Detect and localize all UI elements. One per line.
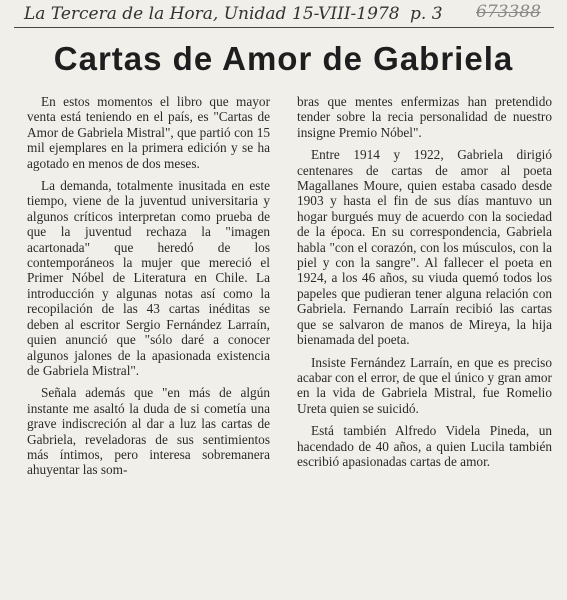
paragraph: La demanda, totalmente inusitada en este tiempo, viene de la juventud universitaria y algunos críticos interpretan como prueba de que la juventud rechaza la "imagen acartonada" que heredó de los contemporáneos la mujer que mereció el Primer Nóbel de Literatura en Chile. La introducción y algunas notas así como la recopilación de las 43 cartas inéditas se deben al escritor Sergio Fernández Larraín, quien anunció que "sólo daré a conocer algunos jalones de la apasionada existencia de Gabriela Mistral". [27,178,270,378]
article-column-right [297,94,552,469]
paragraph: Está también Alfredo Videla Pineda, un hacendado de 40 años, a quien Lucila también escribió apasionadas cartas de amor. [297,423,552,469]
annotation-source: La Tercera de la Hora, Unidad [24,4,287,24]
paragraph: Entre 1914 y 1922, Gabriela dirigió centenares de cartas de amor al poeta Magallanes Moure, quien estaba casado desde 1903 y hasta el fin de sus días mantuvo un hogar burgués muy de acuerdo con la sociedad de la época. En su correspondencia, Gabriela habla "con el corazón, con los músculos, con la piel y con la sangre". Al fallecer el poeta en 1924, a los 46 años, su viuda quemó todos los papeles que pudieran tener alguna relación con Gabriela. Fernando Larraín recibió las cartas que se salvaron de manos de Mireya, la hija bienamada del poeta. [297,147,552,348]
annotation-page: p. 3 [410,4,443,24]
article-column-left [27,94,270,485]
annotation-date: 15-VIII-1978 [292,4,400,24]
article-title: Cartas de Amor de Gabriela [53,40,514,77]
paragraph-continuation: bras que mentes enfermizas han pretendido tender sobre la recia personalidad de nuestro insigne Premio Nóbel". [297,94,552,140]
annotation-code: 673388 [476,2,541,22]
paragraph: Señala además que "en más de algún instante me asaltó la duda de si cometía una grave indiscreción al dar a luz las cartas de Gabriela, reveladoras de sus sentimientos más íntimos, pero interesa sobremanera ahuyentar las som- [27,385,270,478]
annotation-underline [14,27,554,28]
paragraph: Insiste Fernández Larraín, en que es preciso acabar con el error, de que el único y gran amor en la vida de Gabriela Mistral, fue Romelio Ureta quien se suicidó. [297,354,552,416]
paragraph: En estos momentos el libro que mayor venta está teniendo en el país, es "Cartas de Amor de Gabriela Mistral", que partió con 15 mil ejemplares en la primera edición y se ha agotado en menos de dos meses. [27,94,270,171]
